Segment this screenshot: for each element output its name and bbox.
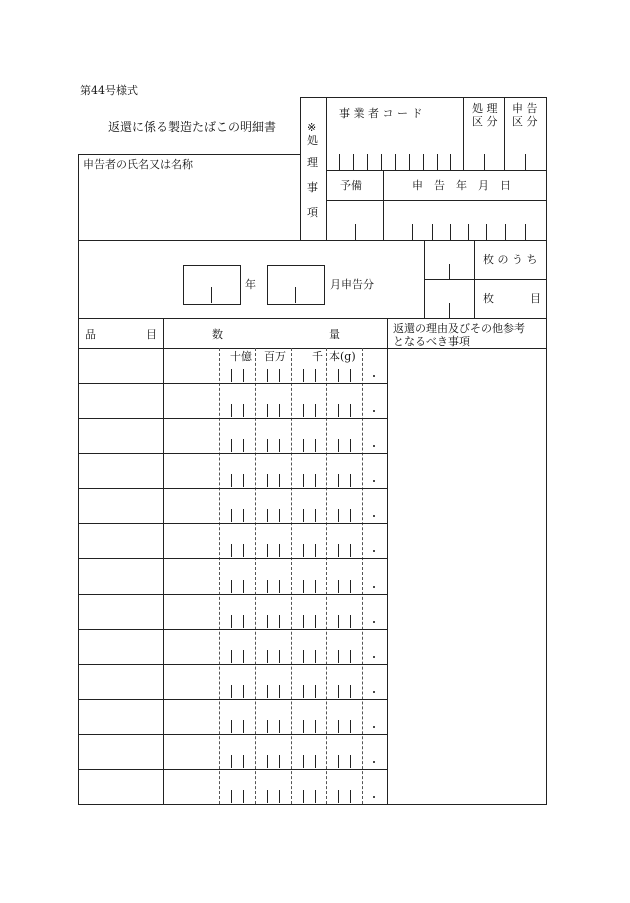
- decimal-point: [373, 515, 375, 517]
- decimal-point: [373, 656, 375, 658]
- sheets-of-label: 枚 の う ち: [483, 253, 538, 266]
- reason-column-divider: [387, 318, 388, 804]
- quantity-header: 数: [212, 328, 223, 341]
- sheet-label: 枚: [483, 292, 494, 305]
- unit-billion: 十億: [230, 350, 252, 363]
- office-use-label-1: 処: [307, 134, 318, 147]
- year-label: 年: [245, 278, 256, 291]
- applicant-label: 申告者の氏名又は名称: [83, 158, 193, 171]
- business-code-label: 事 業 者 コ ー ド: [339, 107, 423, 120]
- declaration-type-label-1: 申 告: [512, 102, 538, 115]
- decimal-point: [373, 375, 375, 377]
- reason-header-2: となるべき事項: [393, 335, 470, 348]
- sheet-unit-label: 目: [530, 292, 541, 305]
- decimal-point: [373, 761, 375, 763]
- item-column-divider: [163, 318, 164, 804]
- decimal-point: [373, 621, 375, 623]
- year-box[interactable]: [183, 265, 241, 305]
- decimal-point: [373, 480, 375, 482]
- office-use-label-2: 理: [307, 156, 318, 169]
- item-header: 品: [85, 328, 96, 341]
- office-use-label-4: 項: [307, 206, 318, 219]
- decimal-point: [373, 796, 375, 798]
- decimal-point: [373, 410, 375, 412]
- decimal-point: [373, 726, 375, 728]
- reason-header-1: 返還の理由及びその他参考: [393, 322, 525, 335]
- decimal-point: [373, 445, 375, 447]
- form-title: 返還に係る製造たばこの明細書: [108, 120, 277, 134]
- decimal-point: [373, 586, 375, 588]
- processing-label-1: 処 理: [472, 102, 498, 115]
- month-declaration-label: 月申告分: [330, 278, 374, 291]
- processing-label-2: 区 分: [472, 115, 498, 128]
- unit-million: 百万: [264, 350, 286, 363]
- decimal-point: [373, 550, 375, 552]
- decimal-point: [373, 691, 375, 693]
- unit-pieces: 本(g): [329, 350, 356, 363]
- reserve-label: 予備: [340, 179, 362, 192]
- unit-thousand: 千: [312, 350, 323, 363]
- item-header-2: 目: [146, 328, 157, 341]
- office-use-label-3: 事: [307, 181, 318, 194]
- quantity-header-2: 量: [329, 328, 340, 341]
- declaration-date-label: 申 告 年 月 日: [412, 179, 511, 192]
- office-use-mark: ※: [307, 121, 317, 134]
- month-box[interactable]: [267, 265, 325, 305]
- form-number: 第44号様式: [80, 84, 138, 97]
- declaration-type-label-2: 区 分: [512, 115, 538, 128]
